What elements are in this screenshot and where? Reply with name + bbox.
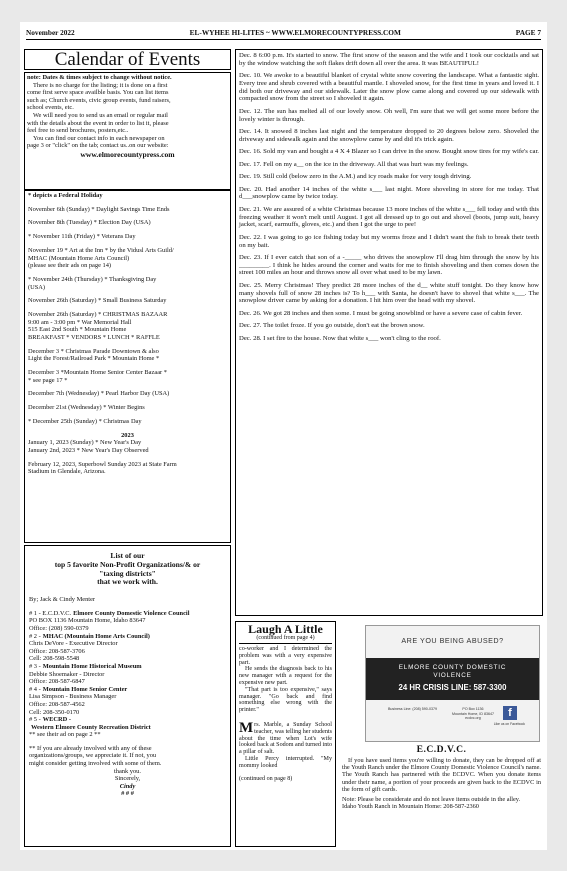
holiday-legend: * depicts a Federal Holiday xyxy=(28,192,103,199)
org-rank: # 5 - xyxy=(29,716,41,724)
diary-entry: Dec. 26. We got 28 inches and then some. I must be going snowblind or have a severe case of cabin fever. xyxy=(239,309,523,317)
org-name: MHAC (Mountain Home Arts Council) xyxy=(42,632,150,640)
calendar-event xyxy=(28,348,227,363)
drop-cap: M xyxy=(239,719,254,736)
calendar-event xyxy=(28,297,227,305)
event-items-2023 xyxy=(28,439,227,476)
newspaper-page xyxy=(20,22,547,850)
ad-address xyxy=(452,707,494,721)
diary-entry: Dec. 10. We awoke to a beautiful blanket of crystal white snow covering the landscape. What a fantastic sight. Every tree and shrub covered with a beautiful mantle. I shoveled snow, for the first time in years and loved it. I did both our driveway and our sidewalk. Later the snow plow came along and covered up our sidewalk with compacted snow from the street so I shoveled it again. xyxy=(239,72,539,103)
laugh-title xyxy=(239,623,332,644)
ad-contact xyxy=(388,707,437,712)
closing-line: might consider getting involved with some of them. xyxy=(29,760,162,768)
event-line: BREAKFAST * VENDORS * LUNCH * RAFFLE xyxy=(28,333,160,341)
diary-entry: Dec. 17. Fell on my a__ on the ice in the driveway. All that was hurt was my feelings. xyxy=(239,160,469,168)
event-line: February 12, 2023, Superbowl Sunday 2023 at State Farm xyxy=(28,460,177,468)
ecdvc-note: Note: Please be considerate and do not leave items outside in the alley. xyxy=(342,796,521,804)
org5-note: ** see their ad on page 2 ** xyxy=(29,731,101,739)
website-link[interactable]: www.elmorecountypress.com xyxy=(80,149,175,159)
issue-date: November 2022 xyxy=(26,28,75,37)
diary-entry: Dec. 14. It snowed 8 inches last night and the temperature dropped to 20 degrees below zero. Shoveled the driveway and sidewalk again and the snowplow came by and did it's trick again. xyxy=(239,128,539,143)
event-line: MHAC (Mountain Home Arts Council) xyxy=(28,254,130,262)
facebook-label: Like us on Facebook xyxy=(493,722,525,726)
diary-entry: Dec. 20. Had another 14 inches of the white s___ last night. More shoveling in store for me today. That d___snowplow came by twice today. xyxy=(239,185,539,201)
event-line: November 8th (Tuesday) * Election Day (USA) xyxy=(28,219,151,227)
org-entry xyxy=(29,686,226,716)
org-detail: Office: (208) 590-0379 xyxy=(29,624,89,632)
joke-text: rs. Marble, a Sunday School teacher, was telling her students about the time when Lot's wife looked back at Sodom and turned into a pillar of salt. xyxy=(239,721,332,756)
ad-contact-line: PO Box 1136 xyxy=(462,707,484,711)
facebook-icon: f xyxy=(503,706,517,720)
diary-entry: Dec. 16. Sold my van and bought a 4 X 4 Blazer so I can drive in the snow. Bought snow tires for my wife's car. xyxy=(239,148,539,156)
note-line: feel free to send brochures, posters,etc.. xyxy=(27,127,129,135)
org-entries xyxy=(29,610,226,724)
org-rank: # 3 - xyxy=(29,662,41,670)
diary-entry: Dec. 22. I was going to go ice fishing today but my worms froze and I didn't want the fish to break their teeth on my bait. xyxy=(239,233,539,249)
event-line: January 2nd, 2023 * New Year's Day Observed xyxy=(28,446,149,454)
event-line: November 6th (Sunday) * Daylight Savings Time Ends xyxy=(28,205,170,213)
sincerely: Sincerely, xyxy=(114,775,141,783)
diary-entry: Dec. 19. Still cold (below zero in the A.M.) and icy roads make for very tough driving. xyxy=(239,173,472,181)
note-line: We will need you to send us an email or regular mail xyxy=(33,111,168,119)
diary-entry: Dec. 8 6:00 p.m. It's started to snow. The first snow of the season and the wife and I took our cocktails and sat by the window watching the soft flakes drift down all over the area. It was BEAUTIFUL! xyxy=(239,52,539,67)
calendar-event xyxy=(28,311,227,341)
org-detail: Debbie Shoemaker - Director xyxy=(29,670,105,678)
event-line: December 21st (Wednesday) * Winter Begins xyxy=(28,404,145,412)
diary-entry: Dec. 12. The sun has melted all of our lovely snow. Oh well, I'm sure that we will get some more before the lovely winter is through. xyxy=(239,107,539,123)
event-line: November 19 * Art at the Inn * by the Vidusl Arts Guild/ xyxy=(28,246,174,254)
year-heading: 2023 xyxy=(121,431,134,439)
calendar-event xyxy=(28,276,227,291)
org-name: Mountain Home Historical Museum xyxy=(42,662,142,670)
ad-band xyxy=(366,658,539,700)
diary-entry: Dec. 27. The toilet froze. If you go outside, don't eat the brown snow. xyxy=(239,322,425,330)
ad-contact-line: Mountain Home, ID 83647 xyxy=(452,711,494,716)
joke-text: "That part is too expensive," says manager. "Go back and find something else wrong with the printer." xyxy=(239,686,332,714)
end-mark: # # # xyxy=(121,790,134,798)
diary-entry: Dec. 21. We are assured of a white Christmas because 13 more inches of the white s___ fell today and with this freezing weather it won't melt until August. I got all dressed up to go out and shovel (boots, jump suit, heavy jacket, scarf, earmuffs, gloves, etc.) and then I got the urge to pee! xyxy=(239,205,539,229)
event-line: (please see their ads on page 14) xyxy=(28,262,112,270)
event-line: * see page 17 * xyxy=(28,376,68,384)
note-line: such as; Church events, civic group events, fund raisers, xyxy=(27,96,171,104)
ecdvc-address: Idaho Youth Ranch in Mountain Home: 208-587-2360 xyxy=(342,803,479,811)
calendar-event xyxy=(28,219,227,227)
joke-text: Little Percy interrupted. "My mommy looked xyxy=(239,755,332,769)
event-line: December 7th (Wednesday) * Pearl Harbor Day (USA) xyxy=(28,390,170,398)
ad-org-line: ELMORE COUNTY DOMESTIC xyxy=(398,664,507,671)
note-line: You can find our contact info in each newspaper on xyxy=(33,134,165,142)
org-rank: # 2 - xyxy=(29,632,41,640)
calendar-event xyxy=(28,418,227,426)
joke-text: He sends the diagnosis back to his new manager with a request for the expensive new part. xyxy=(239,666,332,686)
note-line: come first serve space availble basis. You can list items xyxy=(27,89,169,97)
event-line: Stadium in Glendale, Arizona. xyxy=(28,468,106,476)
ad-contact-line: Business Line: (208) 590-0379 xyxy=(388,707,437,711)
event-line: Light the Forest/Railroad Park * Mountain Home * xyxy=(28,355,160,363)
nonprofit-heading-line: "taxing districts" xyxy=(99,568,156,578)
page-number: PAGE 7 xyxy=(515,28,541,37)
event-line: * November 11th (Friday) * Veterans Day xyxy=(28,233,136,241)
page-header xyxy=(26,28,541,40)
diary-entry: Dec. 23. If I ever catch that son of a -_____ who drives the snowplow I'll drag him through the snow by his _________. I think he hides around the corner and waits for me to finish shoveling and then comes down the street 100 miles an hour and throws snow all over what used to be my lawn. xyxy=(239,254,539,277)
nonprofit-list xyxy=(24,545,231,847)
closing-line: organizations/groups, we appreciate it. If not, you xyxy=(29,752,157,760)
calendar-event xyxy=(28,404,227,412)
joke-text: co-worker and I determined the problem was with a very expensive part. xyxy=(239,646,332,666)
note-line: with the details about the event in order to list it, please xyxy=(27,119,169,127)
calendar-notes xyxy=(24,72,231,190)
nonprofit-heading-line: List of our xyxy=(110,551,145,560)
org-detail: Office: 208-587-4562 xyxy=(29,700,85,708)
laugh-title-text: Laugh A Little xyxy=(248,622,323,636)
event-line: November 26th (Saturday) * Small Business Saturday xyxy=(28,297,167,305)
byline: By; Jack & Cindy Menter xyxy=(29,596,96,604)
org-name: Elmore County Domestic Violence Council xyxy=(73,609,190,617)
note-line: page 3 or "click" on the tab; contact us..on our website: xyxy=(27,142,169,150)
event-line: December 3 *Mountain Home Senior Center Bazaar * xyxy=(28,369,167,376)
event-line: * December 25th (Sunday) * Christmas Day xyxy=(28,417,142,425)
closing-line: ** If you are already involved with any of these xyxy=(29,744,152,752)
org-name: Mountain Home Senior Center xyxy=(42,685,128,693)
org-entry xyxy=(29,716,226,724)
calendar-event xyxy=(28,206,227,214)
org-rank: # 1 - E.C.D.V.C. xyxy=(29,609,72,617)
note-line: There is no charge for the listing; it is done on a first xyxy=(33,81,168,89)
ecdvc-title: E.C.D.V.C. xyxy=(416,744,467,755)
event-items xyxy=(28,206,227,426)
calendar-event xyxy=(28,369,227,384)
crisis-line: 24 HR CRISIS LINE: 587-3300 xyxy=(398,683,507,693)
publication-name: EL-WYHEE HI-LITES ~ WWW.ELMORECOUNTYPRESS.COM xyxy=(189,28,401,37)
note-line: school events, etc. xyxy=(27,104,74,112)
event-line: December 3 * Christmas Parade Downtown & also xyxy=(28,347,159,355)
laugh-a-little xyxy=(235,621,336,847)
ad-org-line: VIOLENCE xyxy=(433,671,472,679)
signature: Cindy xyxy=(119,782,136,790)
event-line: January 1, 2023 (Sunday) * New Year's Day xyxy=(28,439,142,447)
calendar-event xyxy=(28,461,227,476)
org-detail: Chris DeVore - Executive Director xyxy=(29,640,118,648)
continued-note: (continued on page 8) xyxy=(239,775,293,782)
calendar-event xyxy=(28,439,227,454)
org-detail: PO BOX 1136 Mountain Home, Idaho 83647 xyxy=(29,617,146,625)
event-line: 9:00 am - 3:00 pm * War Memorial Hall xyxy=(28,318,132,326)
calendar-event xyxy=(28,247,227,270)
calendar-event xyxy=(28,390,227,398)
ad-question: ARE YOU BEING ABUSED? xyxy=(401,636,504,645)
laugh-subtitle: (continued from page 4) xyxy=(256,635,315,641)
org-entry xyxy=(29,663,226,686)
thanks: thank you. xyxy=(114,767,141,775)
ad-contact-line: ecdvc.org xyxy=(465,716,481,721)
diary-entry: Dec. 25. Merry Christmas! They predict 28 more inches of the d__ white stuff tonight. Do they know how many shovels full of snow 28 inches is? To h___ with Santa, he doesn't have to shovel that white s___. The snowplow driver came by asking for a donation. I hit him over the head with my shovel. xyxy=(239,281,539,305)
event-line: (USA) xyxy=(28,283,46,291)
org-rank: # 4 - xyxy=(29,685,41,693)
calendar-title: Calendar of Events xyxy=(24,49,231,70)
nonprofit-heading-line: top 5 favorite Non-Profit Organizations/& or xyxy=(54,559,201,569)
org-entry xyxy=(29,610,226,633)
notes-heading: note: Dates & times subject to change without notice. xyxy=(27,74,172,81)
org-detail: Office: 208-587-3706 xyxy=(29,647,85,655)
org-detail: Office: 208-587-6847 xyxy=(29,678,85,686)
abuse-hotline-ad xyxy=(365,625,540,742)
org-detail: Cell: 208-350-0170 xyxy=(29,708,80,716)
event-line: November 26th (Saturday) * CHRISTMAS BAZAAR xyxy=(28,311,168,319)
org-detail: Lisa Simpson - Business Manager xyxy=(29,693,117,701)
org-entry xyxy=(29,633,226,663)
org-detail: Cell: 208-598-5548 xyxy=(29,655,80,663)
event-line: * November 24th (Thursday) * Thanksgiving Day xyxy=(28,275,157,283)
nonprofit-heading-line: that we work with. xyxy=(97,577,158,587)
calendar-event xyxy=(28,233,227,241)
ecdvc-body: If you have used items you're willing to donate, they can be dropped off at the Youth Ranch under the Elmore County Domestic Violence Council's name. The Youth Ranch has partnered with the ECDVC. When you donate items under their name, a portion of your proceeds are given back to the ECDVC in the form of gift cards. xyxy=(342,757,541,793)
org-name: WECRD - xyxy=(42,716,71,724)
ecdvc-notice xyxy=(340,744,543,848)
event-line: 515 East 2nd South * Mountain Home xyxy=(28,326,127,334)
events-list xyxy=(24,190,231,543)
diary-entry: Dec. 28. I set fire to the house. Now that white s___ won't cling to the roof. xyxy=(239,334,441,342)
org5-name: Western Elmore County Recreation District xyxy=(31,723,151,731)
snow-diary xyxy=(235,49,543,616)
